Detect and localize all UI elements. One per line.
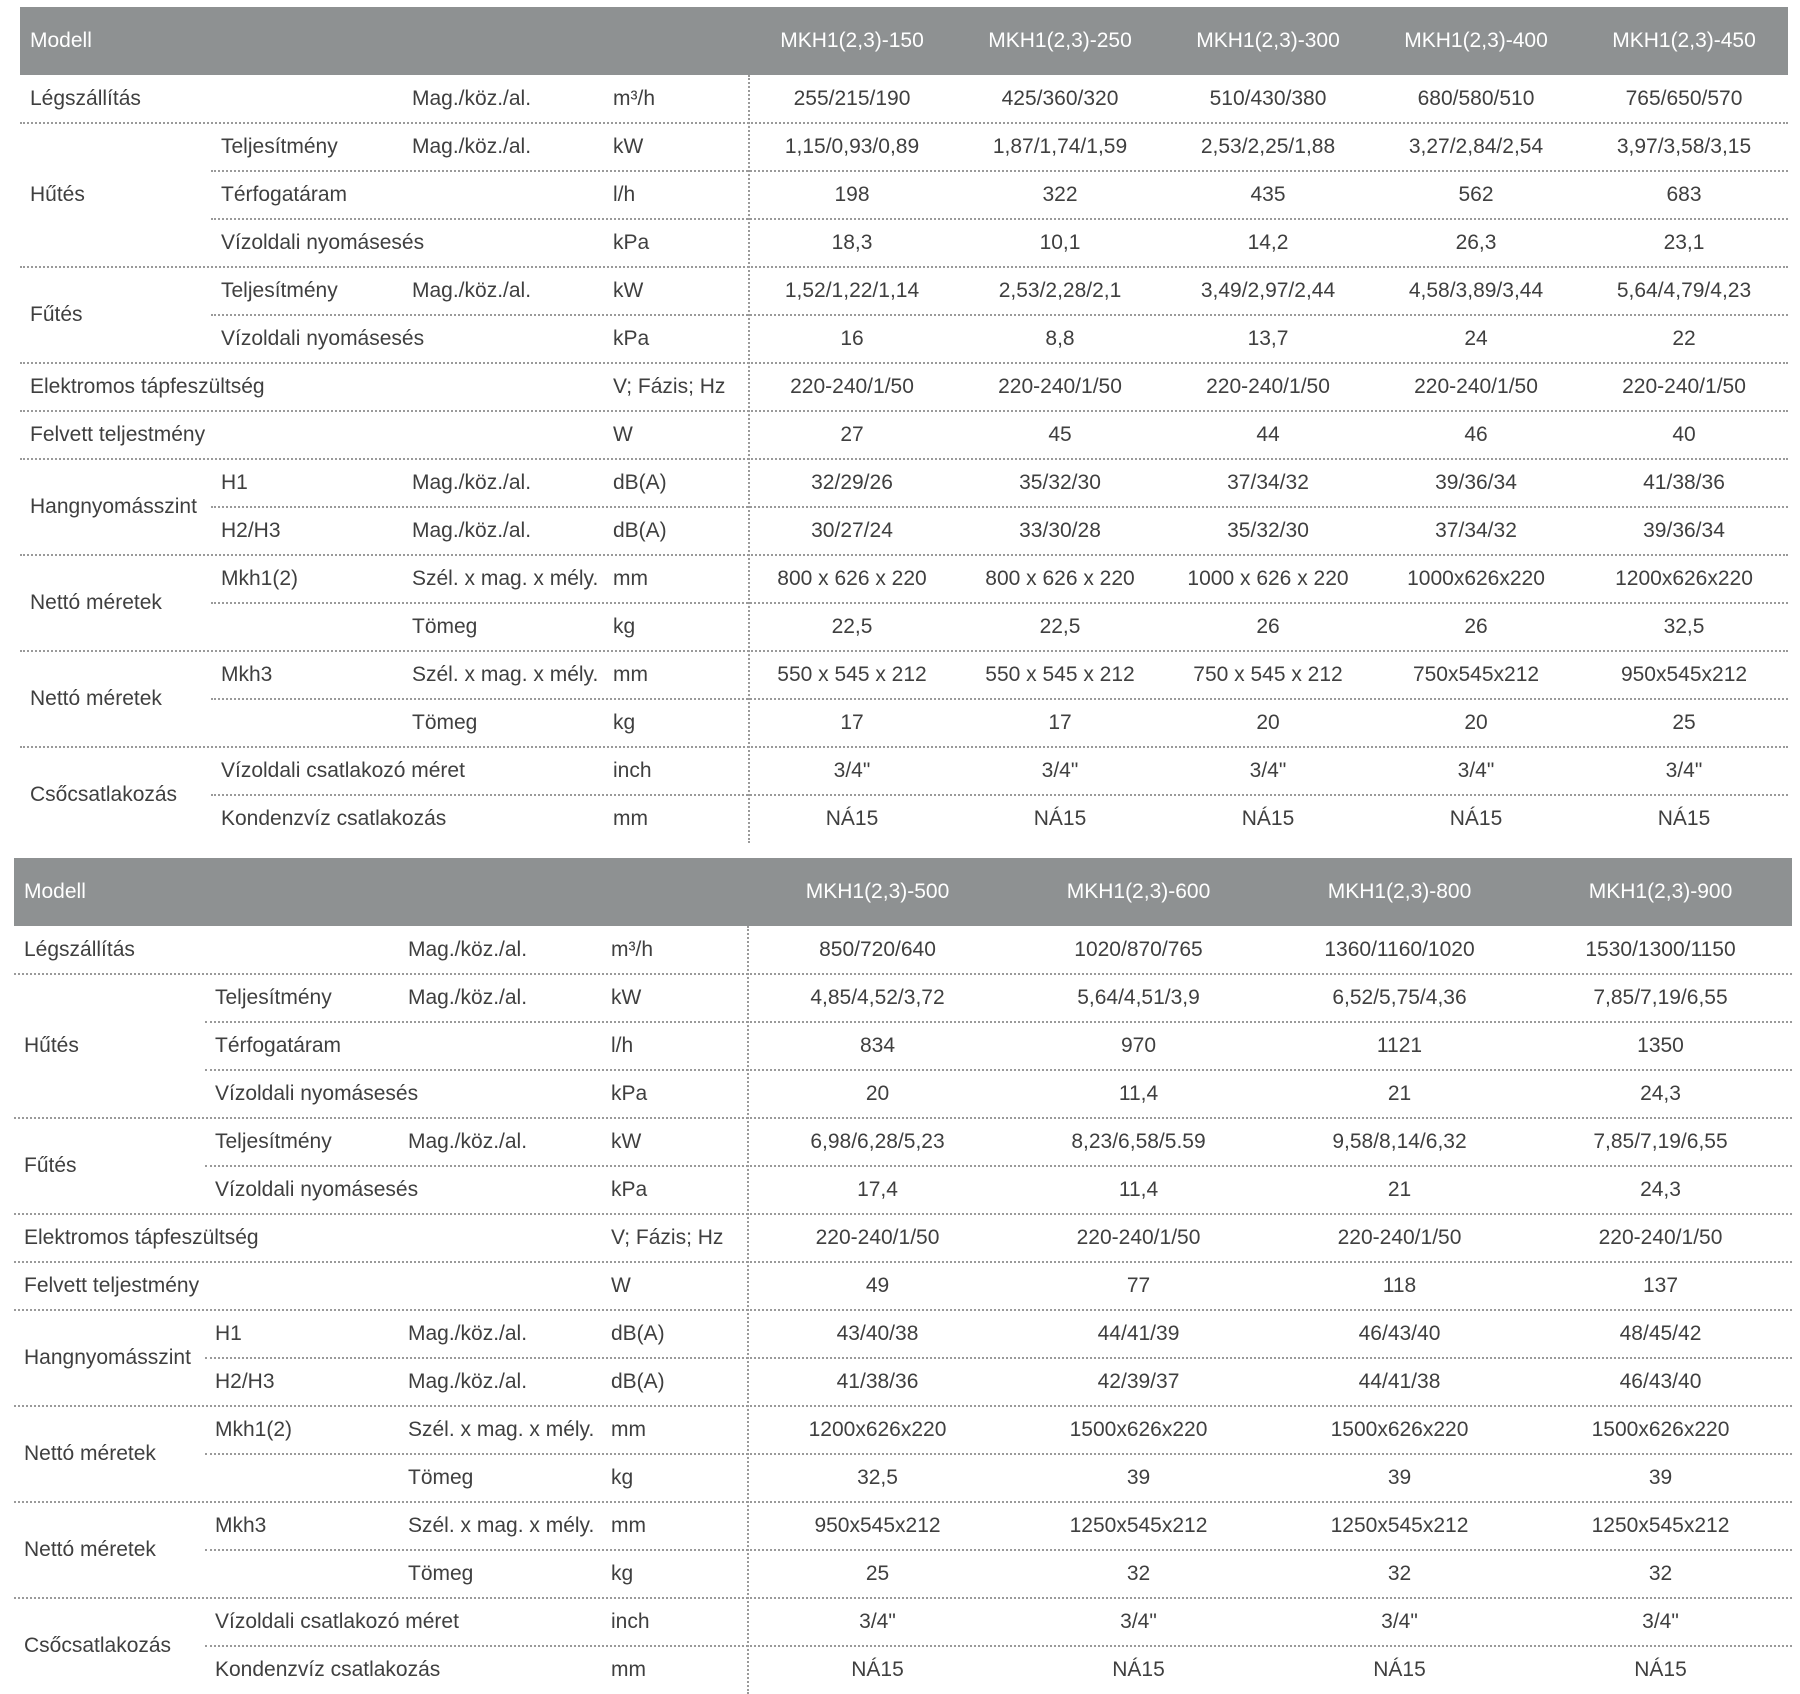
group-label: Hűtés	[24, 1034, 79, 1057]
table-cell: 46	[1464, 423, 1488, 446]
table-cell: 750 x 545 x 212	[1193, 663, 1343, 686]
group-divider	[14, 1405, 1792, 1407]
table-cell: 220-240/1/50	[1414, 375, 1538, 398]
row-sublabel: Térfogatáram	[221, 183, 348, 206]
table-cell: 39	[1387, 1466, 1412, 1489]
row-unit: W	[611, 1274, 631, 1297]
table-cell: NÁ15	[825, 807, 879, 830]
table-cell: 1500x626x220	[1591, 1418, 1730, 1441]
group-label: Elektromos tápfeszültség	[30, 375, 265, 398]
table-cell: NÁ15	[1634, 1658, 1687, 1681]
table-cell: 22,5	[1039, 615, 1081, 638]
row-unit: kW	[613, 279, 644, 302]
table-cell: 3/4"	[833, 759, 871, 782]
table-cell: 7,85/7,19/6,55	[1593, 986, 1728, 1009]
row-divider	[211, 170, 1788, 172]
group-divider	[14, 973, 1792, 975]
table-cell: 950x545x212	[1620, 663, 1748, 686]
table-cell: 44/41/39	[1097, 1322, 1180, 1345]
table-cell: NÁ15	[1241, 807, 1295, 830]
table-cell: 20	[1256, 711, 1280, 734]
group-label: Fűtés	[30, 303, 83, 326]
model-column-header: MKH1(2,3)-600	[1066, 880, 1211, 903]
group-divider	[14, 1261, 1792, 1263]
table-cell: 4,58/3,89/3,44	[1408, 279, 1544, 302]
table-cell: 220-240/1/50	[1622, 375, 1746, 398]
table-cell: 2,53/2,25/1,88	[1200, 135, 1336, 158]
row-divider	[211, 314, 1788, 316]
row-condition: Tömeg	[408, 1466, 474, 1489]
table-cell: 20	[1464, 711, 1488, 734]
row-unit: kg	[611, 1562, 634, 1585]
table-cell: 1000 x 626 x 220	[1187, 567, 1349, 590]
table-cell: 17,4	[857, 1178, 898, 1201]
row-unit: V; Fázis; Hz	[613, 375, 726, 398]
table-cell: 39/36/34	[1435, 471, 1517, 494]
row-unit: mm	[611, 1418, 646, 1441]
table-body	[20, 75, 1788, 843]
table-cell: 550 x 545 x 212	[985, 663, 1135, 686]
table-cell: 17	[1048, 711, 1072, 734]
row-sublabel: Vízoldali nyomásesés	[221, 327, 425, 350]
group-label: Hangnyomásszint	[30, 495, 197, 518]
table-cell: 850/720/640	[819, 938, 936, 961]
table-cell: 3/4"	[859, 1610, 896, 1633]
table-cell: 41/38/36	[836, 1370, 919, 1393]
row-condition: Szél. x mag. x mély.	[412, 567, 599, 590]
table-cell: 49	[865, 1274, 890, 1297]
row-divider	[205, 1021, 1792, 1023]
group-label: Légszállítás	[30, 87, 141, 110]
group-label: Nettó méretek	[24, 1442, 156, 1465]
row-sublabel: Vízoldali nyomásesés	[215, 1178, 419, 1201]
row-sublabel: Vízoldali nyomásesés	[215, 1082, 419, 1105]
row-condition: Mag./köz./al.	[408, 986, 528, 1009]
table-cell: 220-240/1/50	[998, 375, 1122, 398]
table-cell: 3/4"	[1665, 759, 1703, 782]
row-condition: Tömeg	[412, 711, 478, 734]
table-cell: 1360/1160/1020	[1324, 938, 1475, 961]
row-sublabel: H2/H3	[215, 1370, 275, 1393]
table-cell: 1250x545x212	[1069, 1514, 1208, 1537]
row-condition: Szél. x mag. x mély.	[408, 1418, 595, 1441]
table-cell: 3,27/2,84/2,54	[1408, 135, 1544, 158]
model-column-header: MKH1(2,3)-250	[988, 29, 1132, 52]
column-separator	[748, 75, 750, 843]
table-cell: 40	[1672, 423, 1696, 446]
group-divider	[14, 1501, 1792, 1503]
table-cell: NÁ15	[1449, 807, 1503, 830]
table-cell: 3/4"	[1041, 759, 1079, 782]
table-cell: 22	[1672, 327, 1696, 350]
table-cell: NÁ15	[1112, 1658, 1165, 1681]
table-cell: 1200x626x220	[808, 1418, 947, 1441]
row-unit: kg	[613, 711, 636, 734]
row-sublabel: H1	[215, 1322, 242, 1345]
row-unit: dB(A)	[613, 471, 667, 494]
table-cell: 77	[1126, 1274, 1151, 1297]
table-cell: 39	[1126, 1466, 1151, 1489]
table-cell: 17	[840, 711, 864, 734]
row-condition: Tömeg	[412, 615, 478, 638]
table-cell: 41/38/36	[1643, 471, 1725, 494]
table-cell: 26	[1256, 615, 1280, 638]
table-cell: 220-240/1/50	[815, 1226, 940, 1249]
table-cell: 7,85/7,19/6,55	[1593, 1130, 1728, 1153]
column-separator	[747, 926, 749, 1694]
table-cell: 680/580/510	[1417, 87, 1535, 110]
table-cell: 32	[1648, 1562, 1673, 1585]
table-cell: 14,2	[1247, 231, 1289, 254]
table-cell: 10,1	[1039, 231, 1081, 254]
table-cell: 4,85/4,52/3,72	[810, 986, 945, 1009]
group-label: Hűtés	[30, 183, 85, 206]
group-divider	[20, 122, 1788, 124]
table-cell: 42/39/37	[1097, 1370, 1180, 1393]
table-cell: 24,3	[1640, 1082, 1681, 1105]
row-divider	[205, 1069, 1792, 1071]
group-label: Fűtés	[24, 1154, 77, 1177]
table-cell: 46/43/40	[1619, 1370, 1702, 1393]
table-cell: 750x545x212	[1412, 663, 1540, 686]
row-unit: kg	[613, 615, 636, 638]
table-cell: 550 x 545 x 212	[777, 663, 927, 686]
row-divider	[205, 1549, 1792, 1551]
table-cell: 32,5	[857, 1466, 898, 1489]
group-divider	[20, 746, 1788, 748]
row-divider	[211, 794, 1788, 796]
row-unit: dB(A)	[611, 1322, 665, 1345]
group-label: Felvett teljestmény	[24, 1274, 200, 1297]
table-cell: 22,5	[831, 615, 873, 638]
row-unit: l/h	[613, 183, 636, 206]
group-label: Nettó méretek	[30, 591, 162, 614]
group-divider	[14, 1597, 1792, 1599]
table-cell: 220-240/1/50	[1076, 1226, 1201, 1249]
table-cell: 8,23/6,58/5.59	[1071, 1130, 1206, 1153]
table-cell: 39	[1648, 1466, 1673, 1489]
row-unit: dB(A)	[613, 519, 667, 542]
row-sublabel: Mkh3	[215, 1514, 267, 1537]
table-cell: 1,87/1,74/1,59	[992, 135, 1128, 158]
table-cell: 950x545x212	[814, 1514, 941, 1537]
table-cell: 198	[834, 183, 870, 206]
model-header-label: Modell	[24, 880, 86, 903]
row-sublabel: Kondenzvíz csatlakozás	[221, 807, 447, 830]
table-cell: 32	[1387, 1562, 1412, 1585]
table-cell: 37/34/32	[1435, 519, 1517, 542]
row-condition: Szél. x mag. x mély.	[412, 663, 599, 686]
table-cell: 1500x626x220	[1069, 1418, 1208, 1441]
row-unit: kW	[611, 986, 642, 1009]
row-sublabel: H2/H3	[221, 519, 281, 542]
table-cell: 834	[859, 1034, 896, 1057]
row-sublabel: Teljesítmény	[221, 135, 338, 158]
table-cell: NÁ15	[1033, 807, 1087, 830]
row-condition: Mag./köz./al.	[412, 279, 532, 302]
table-cell: 1250x545x212	[1591, 1514, 1730, 1537]
table-cell: 45	[1048, 423, 1072, 446]
row-condition: Mag./köz./al.	[408, 1322, 528, 1345]
table-cell: 6,98/6,28/5,23	[810, 1130, 945, 1153]
model-column-header: MKH1(2,3)-400	[1404, 29, 1548, 52]
row-divider	[205, 1357, 1792, 1359]
group-divider	[20, 650, 1788, 652]
row-condition: Mag./köz./al.	[412, 519, 532, 542]
table-cell: 6,52/5,75/4,36	[1332, 986, 1467, 1009]
model-column-header: MKH1(2,3)-800	[1327, 880, 1472, 903]
table-cell: 5,64/4,51/3,9	[1077, 986, 1200, 1009]
row-divider	[205, 1165, 1792, 1167]
model-column-header: MKH1(2,3)-900	[1588, 880, 1733, 903]
table-cell: 43/40/38	[836, 1322, 919, 1345]
table-cell: 137	[1642, 1274, 1679, 1297]
table-cell: 220-240/1/50	[790, 375, 914, 398]
table-cell: 21	[1387, 1082, 1412, 1105]
table-cell: 3/4"	[1642, 1610, 1679, 1633]
row-sublabel: H1	[221, 471, 248, 494]
row-unit: kPa	[613, 231, 650, 254]
row-sublabel: Teljesítmény	[221, 279, 338, 302]
table-cell: 33/30/28	[1019, 519, 1101, 542]
group-label: Légszállítás	[24, 938, 135, 961]
group-label: Felvett teljestmény	[30, 423, 206, 446]
table-cell: 30/27/24	[811, 519, 893, 542]
row-sublabel: Mkh1(2)	[215, 1418, 293, 1441]
table-cell: 1530/1300/1150	[1585, 938, 1736, 961]
row-divider	[205, 1645, 1792, 1647]
row-unit: m³/h	[611, 938, 653, 961]
table-cell: 220-240/1/50	[1337, 1226, 1462, 1249]
row-unit: kPa	[613, 327, 650, 350]
table-cell: 44/41/38	[1358, 1370, 1441, 1393]
table-cell: 13,7	[1247, 327, 1289, 350]
row-condition: Mag./köz./al.	[408, 1370, 528, 1393]
table-cell: 322	[1042, 183, 1078, 206]
table-cell: 970	[1120, 1034, 1157, 1057]
table-cell: 1500x626x220	[1330, 1418, 1469, 1441]
row-unit: mm	[611, 1658, 646, 1681]
table-cell: 16	[840, 327, 864, 350]
table-cell: 562	[1458, 183, 1494, 206]
table-cell: 683	[1666, 183, 1702, 206]
table-cell: 46/43/40	[1358, 1322, 1441, 1345]
row-condition: Tömeg	[408, 1562, 474, 1585]
table-cell: 3/4"	[1457, 759, 1495, 782]
table-cell: 800 x 626 x 220	[777, 567, 927, 590]
row-unit: V; Fázis; Hz	[611, 1226, 724, 1249]
table-header	[20, 7, 1788, 75]
table-cell: 220-240/1/50	[1206, 375, 1330, 398]
table-cell: 21	[1387, 1178, 1412, 1201]
group-label: Hangnyomásszint	[24, 1346, 191, 1369]
table-cell: NÁ15	[1657, 807, 1711, 830]
table-cell: 9,58/8,14/6,32	[1332, 1130, 1467, 1153]
row-divider	[211, 218, 1788, 220]
group-label: Elektromos tápfeszültség	[24, 1226, 259, 1249]
table-cell: 39/36/34	[1643, 519, 1725, 542]
row-unit: inch	[613, 759, 652, 782]
table-cell: 765/650/570	[1625, 87, 1743, 110]
row-unit: mm	[613, 663, 648, 686]
table-cell: 26	[1464, 615, 1488, 638]
table-cell: 118	[1382, 1274, 1417, 1297]
table-cell: 3/4"	[1120, 1610, 1157, 1633]
table-cell: 35/32/30	[1019, 471, 1101, 494]
table-cell: 1020/870/765	[1074, 938, 1203, 961]
group-label: Csőcsatlakozás	[30, 783, 178, 806]
row-unit: mm	[611, 1514, 646, 1537]
row-sublabel: Vízoldali csatlakozó méret	[221, 759, 465, 782]
table-cell: 37/34/32	[1227, 471, 1309, 494]
table-cell: 3,49/2,97/2,44	[1200, 279, 1336, 302]
table-cell: 425/360/320	[1001, 87, 1119, 110]
table-cell: 26,3	[1455, 231, 1497, 254]
model-column-header: MKH1(2,3)-150	[780, 29, 924, 52]
row-unit: inch	[611, 1610, 650, 1633]
table-cell: 435	[1250, 183, 1286, 206]
table-cell: 1350	[1637, 1034, 1684, 1057]
table-cell: 1,15/0,93/0,89	[784, 135, 920, 158]
group-divider	[20, 410, 1788, 412]
table-cell: 18,3	[831, 231, 873, 254]
row-condition: Mag./köz./al.	[412, 87, 532, 110]
row-unit: l/h	[611, 1034, 634, 1057]
row-divider	[211, 698, 1788, 700]
row-unit: kPa	[611, 1082, 648, 1105]
table-cell: 48/45/42	[1619, 1322, 1702, 1345]
row-unit: mm	[613, 807, 648, 830]
model-column-header: MKH1(2,3)-300	[1196, 29, 1340, 52]
row-unit: dB(A)	[611, 1370, 665, 1393]
row-sublabel: Teljesítmény	[215, 986, 332, 1009]
row-sublabel: Mkh3	[221, 663, 273, 686]
table-cell: 32,5	[1663, 615, 1705, 638]
row-divider	[211, 506, 1788, 508]
table-cell: 20	[865, 1082, 890, 1105]
row-sublabel: Vízoldali nyomásesés	[221, 231, 425, 254]
group-divider	[20, 458, 1788, 460]
row-divider	[211, 602, 1788, 604]
row-unit: W	[613, 423, 633, 446]
table-cell: 35/32/30	[1227, 519, 1309, 542]
table-cell: 510/430/380	[1209, 87, 1327, 110]
table-cell: 3,97/3,58/3,15	[1616, 135, 1752, 158]
model-column-header: MKH1(2,3)-500	[805, 880, 950, 903]
group-divider	[14, 1309, 1792, 1311]
table-cell: 1250x545x212	[1330, 1514, 1469, 1537]
row-condition: Mag./köz./al.	[408, 1130, 528, 1153]
table-cell: 1000x626x220	[1407, 567, 1545, 590]
model-column-header: MKH1(2,3)-450	[1612, 29, 1756, 52]
table-cell: NÁ15	[1373, 1658, 1426, 1681]
row-unit: m³/h	[613, 87, 655, 110]
table-cell: 800 x 626 x 220	[985, 567, 1135, 590]
table-cell: 1200x626x220	[1615, 567, 1753, 590]
group-divider	[20, 362, 1788, 364]
group-divider	[20, 266, 1788, 268]
table-cell: 24	[1464, 327, 1488, 350]
table-cell: 8,8	[1045, 327, 1075, 350]
row-unit: kW	[611, 1130, 642, 1153]
row-unit: kW	[613, 135, 644, 158]
table-cell: 27	[840, 423, 864, 446]
row-unit: kg	[611, 1466, 634, 1489]
group-label: Nettó méretek	[24, 1538, 156, 1561]
table-cell: 2,53/2,28/2,1	[998, 279, 1122, 302]
model-header-label: Modell	[30, 29, 92, 52]
table-cell: 11,4	[1118, 1082, 1159, 1105]
table-cell: 25	[865, 1562, 890, 1585]
row-sublabel: Kondenzvíz csatlakozás	[215, 1658, 441, 1681]
row-condition: Mag./köz./al.	[408, 938, 528, 961]
row-divider	[205, 1453, 1792, 1455]
group-label: Csőcsatlakozás	[24, 1634, 172, 1657]
row-condition: Mag./köz./al.	[412, 471, 532, 494]
table-cell: 25	[1672, 711, 1696, 734]
row-condition: Szél. x mag. x mély.	[408, 1514, 595, 1537]
table-cell: 3/4"	[1249, 759, 1287, 782]
row-sublabel: Teljesítmény	[215, 1130, 332, 1153]
table-cell: 1,52/1,22/1,14	[784, 279, 920, 302]
table-body	[14, 926, 1792, 1694]
table-cell: NÁ15	[851, 1658, 904, 1681]
row-unit: mm	[613, 567, 648, 590]
group-divider	[20, 554, 1788, 556]
table-cell: 32	[1126, 1562, 1151, 1585]
table-header	[14, 858, 1792, 926]
table-cell: 1121	[1376, 1034, 1423, 1057]
row-sublabel: Mkh1(2)	[221, 567, 299, 590]
row-condition: Mag./köz./al.	[412, 135, 532, 158]
spec-table-2	[14, 858, 1792, 1694]
table-cell: 3/4"	[1381, 1610, 1418, 1633]
group-divider	[14, 1213, 1792, 1215]
table-cell: 32/29/26	[811, 471, 893, 494]
table-cell: 23,1	[1663, 231, 1705, 254]
row-sublabel: Vízoldali csatlakozó méret	[215, 1610, 459, 1633]
table-cell: 5,64/4,79/4,23	[1616, 279, 1752, 302]
table-cell: 255/215/190	[793, 87, 911, 110]
table-cell: 24,3	[1640, 1178, 1681, 1201]
table-cell: 44	[1256, 423, 1280, 446]
table-cell: 220-240/1/50	[1598, 1226, 1723, 1249]
table-cell: 11,4	[1118, 1178, 1159, 1201]
row-unit: kPa	[611, 1178, 648, 1201]
spec-table-1	[20, 7, 1788, 843]
row-sublabel: Térfogatáram	[215, 1034, 342, 1057]
group-label: Nettó méretek	[30, 687, 162, 710]
group-divider	[14, 1117, 1792, 1119]
